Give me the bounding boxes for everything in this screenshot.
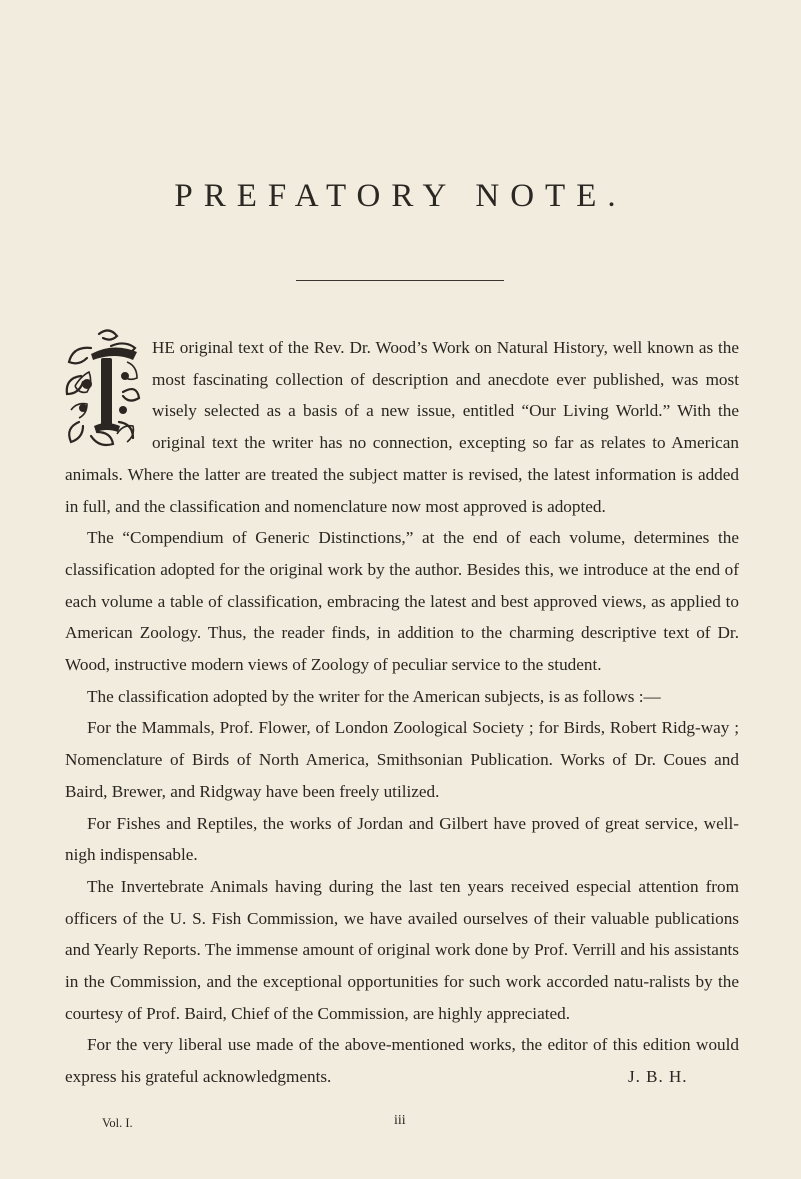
paragraph-2: The “Compendium of Generic Distinctions,” at the end of each volume, determines the classification adopted for the original work by the author. Besides this, we introduce at the end of each volume a table of classification, embracing the latest and best approved views, as applied to American Zoology. Thus, the reader finds, in addition to the charming descriptive text of Dr. Wood, instructive modern views of Zoology of peculiar service to the student. bbox=[65, 528, 739, 675]
signature: J. B. H. bbox=[628, 1067, 688, 1086]
paragraph-6: The Invertebrate Animals having during the last ten years received especial attention from officers of the U. S. Fish Commission, we have availed ourselves of their valuable publications and Yearly Reports. The immense amount of original work done by Prof. Verrill and his assistants in the Commission, and the exceptional opportunities for such work accorded natu-ralists by the courtesy of Prof. Baird, Chief of the Commission, are highly appreciated. bbox=[65, 876, 739, 1023]
page-number: iii bbox=[394, 1113, 406, 1128]
volume-label: Vol. I. bbox=[102, 1116, 133, 1130]
title-rule bbox=[296, 280, 504, 281]
paragraph-7: For the very liberal use made of the above-mentioned works, the editor of this edition would express his grateful acknowledgments. bbox=[65, 1035, 739, 1087]
page-title: PREFATORY NOTE. bbox=[174, 178, 627, 214]
paragraph-4: For the Mammals, Prof. Flower, of London Zoological Society ; for Birds, Robert Ridg-way ; Nomenclature of Birds of North America, Smithsonian Publication. Works of Dr. Coues and Baird, Brewer, and Ridgway have been freely utilized. bbox=[65, 718, 739, 801]
paragraph-1: HE original text of the Rev. Dr. Wood’s Work on Natural History, well known as the most fascinating collection of description and anecdote ever published, was most wisely selected as a basis of a new issue, entitled “Our Living World.” With the original text the writer has no connection, excepting so far as relates to American animals. Where the latter are treated the subject matter is revised, the latest information is added in full, and the classification and nomenclature now most approved is adopted. bbox=[65, 338, 739, 516]
ornamental-initial-t-icon bbox=[61, 326, 144, 451]
prefatory-text bbox=[65, 332, 739, 1093]
paragraph-5: For Fishes and Reptiles, the works of Jordan and Gilbert have proved of great service, well-nigh indispensable. bbox=[65, 813, 739, 865]
paragraph-3: The classification adopted by the writer for the American subjects, is as follows :— bbox=[87, 686, 661, 706]
